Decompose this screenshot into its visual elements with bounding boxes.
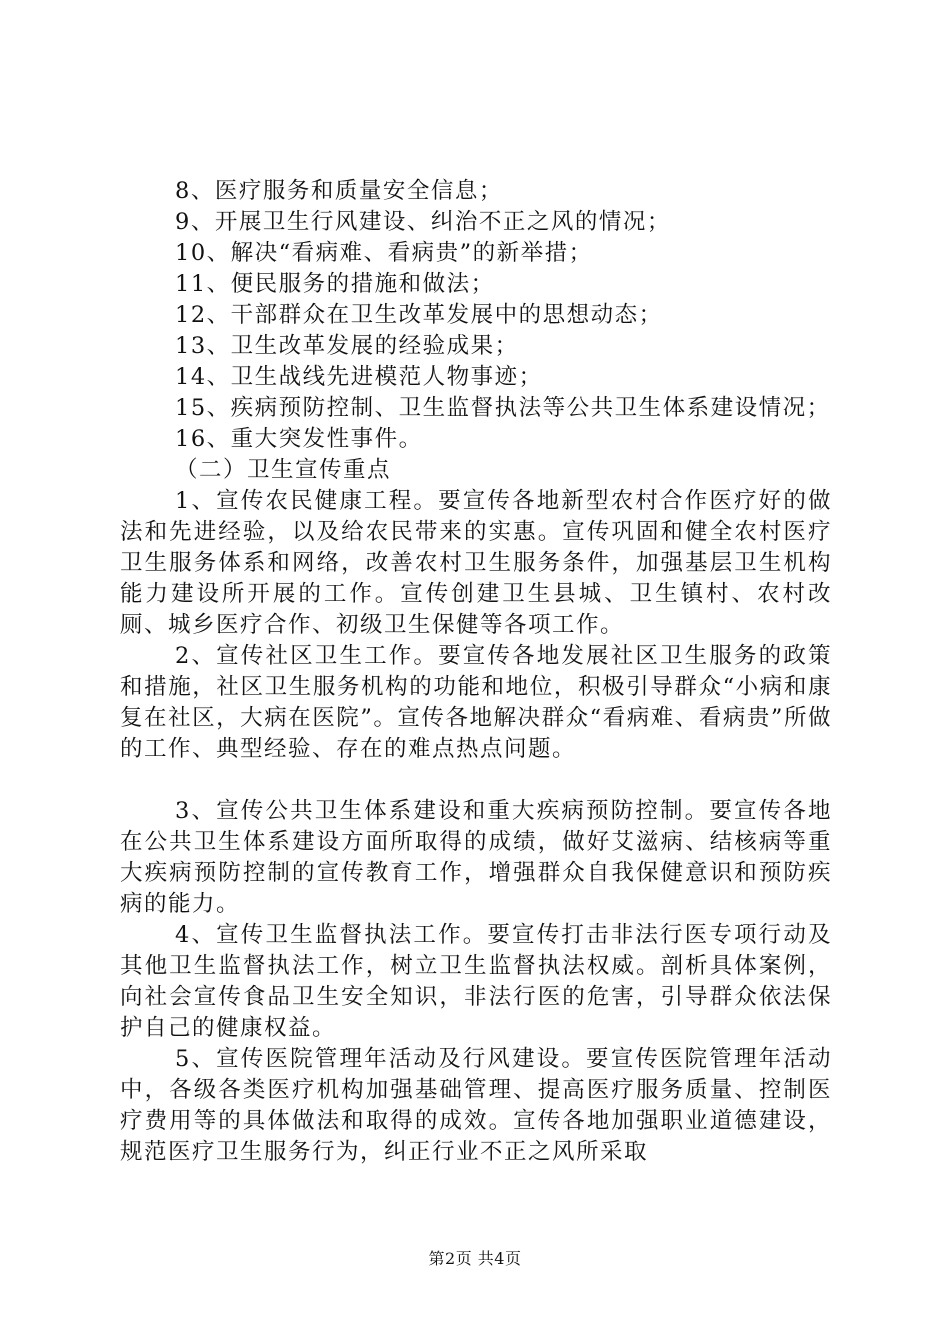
paragraph-hospital-management: 5、宣传医院管理年活动及行风建设。要宣传医院管理年活动中，各级各类医疗机构加强基础管理、提高医疗服务质量、控制医疗费用等的具体做法和取得的成效。宣传各地加强职业道德建设，规范医疗卫生服务行为，纠正行业不正之风所采取 [120, 1046, 832, 1165]
list-item-16: 16、重大突发性事件。 [175, 426, 423, 452]
paragraph-public-health: 3、宣传公共卫生体系建设和重大疾病预防控制。要宣传各地在公共卫生体系建设方面所取得的成绩，做好艾滋病、结核病等重大疾病预防控制的宣传教育工作，增强群众自我保健意识和预防疾病的能力。 [120, 798, 832, 917]
paragraph-farmer-health: 1、宣传农民健康工程。要宣传各地新型农村合作医疗好的做法和先进经验，以及给农民带来的实惠。宣传巩固和健全农村医疗卫生服务体系和网络，改善农村卫生服务条件，加强基层卫生机构能力建设所开展的工作。宣传创建卫生县城、卫生镇村、农村改厕、城乡医疗合作、初级卫生保健等各项工作。 [120, 488, 832, 638]
list-item-9: 9、开展卫生行风建设、纠治不正之风的情况； [175, 209, 671, 235]
paragraph-community-health: 2、宣传社区卫生工作。要宣传各地发展社区卫生服务的政策和措施，社区卫生服务机构的功能和地位，积极引导群众“小病和康复在社区，大病在医院”。宣传各地解决群众“看病难、看病贵”所做的工作、典型经验、存在的难点热点问题。 [120, 643, 832, 762]
section-heading: （二）卫生宣传重点 [175, 457, 392, 483]
page-footer: 第2页 共4页 [428, 1249, 522, 1268]
list-item-13: 13、卫生改革发展的经验成果； [175, 333, 519, 359]
list-item-8: 8、医疗服务和质量安全信息； [175, 178, 503, 204]
list-item-11: 11、便民服务的措施和做法； [175, 271, 495, 297]
list-item-10: 10、解决“看病难、看病贵”的新举措； [175, 240, 593, 266]
list-item-15: 15、疾病预防控制、卫生监督执法等公共卫生体系建设情况； [175, 395, 831, 421]
list-item-12: 12、干部群众在卫生改革发展中的思想动态； [175, 302, 663, 328]
list-item-14: 14、卫生战线先进模范人物事迹； [175, 364, 543, 390]
paragraph-health-supervision: 4、宣传卫生监督执法工作。要宣传打击非法行医专项行动及其他卫生监督执法工作，树立卫生监督执法权威。剖析具体案例，向社会宣传食品卫生安全知识，非法行医的危害，引导群众依法保护自己的健康权益。 [120, 922, 832, 1041]
document-body [120, 176, 832, 1168]
